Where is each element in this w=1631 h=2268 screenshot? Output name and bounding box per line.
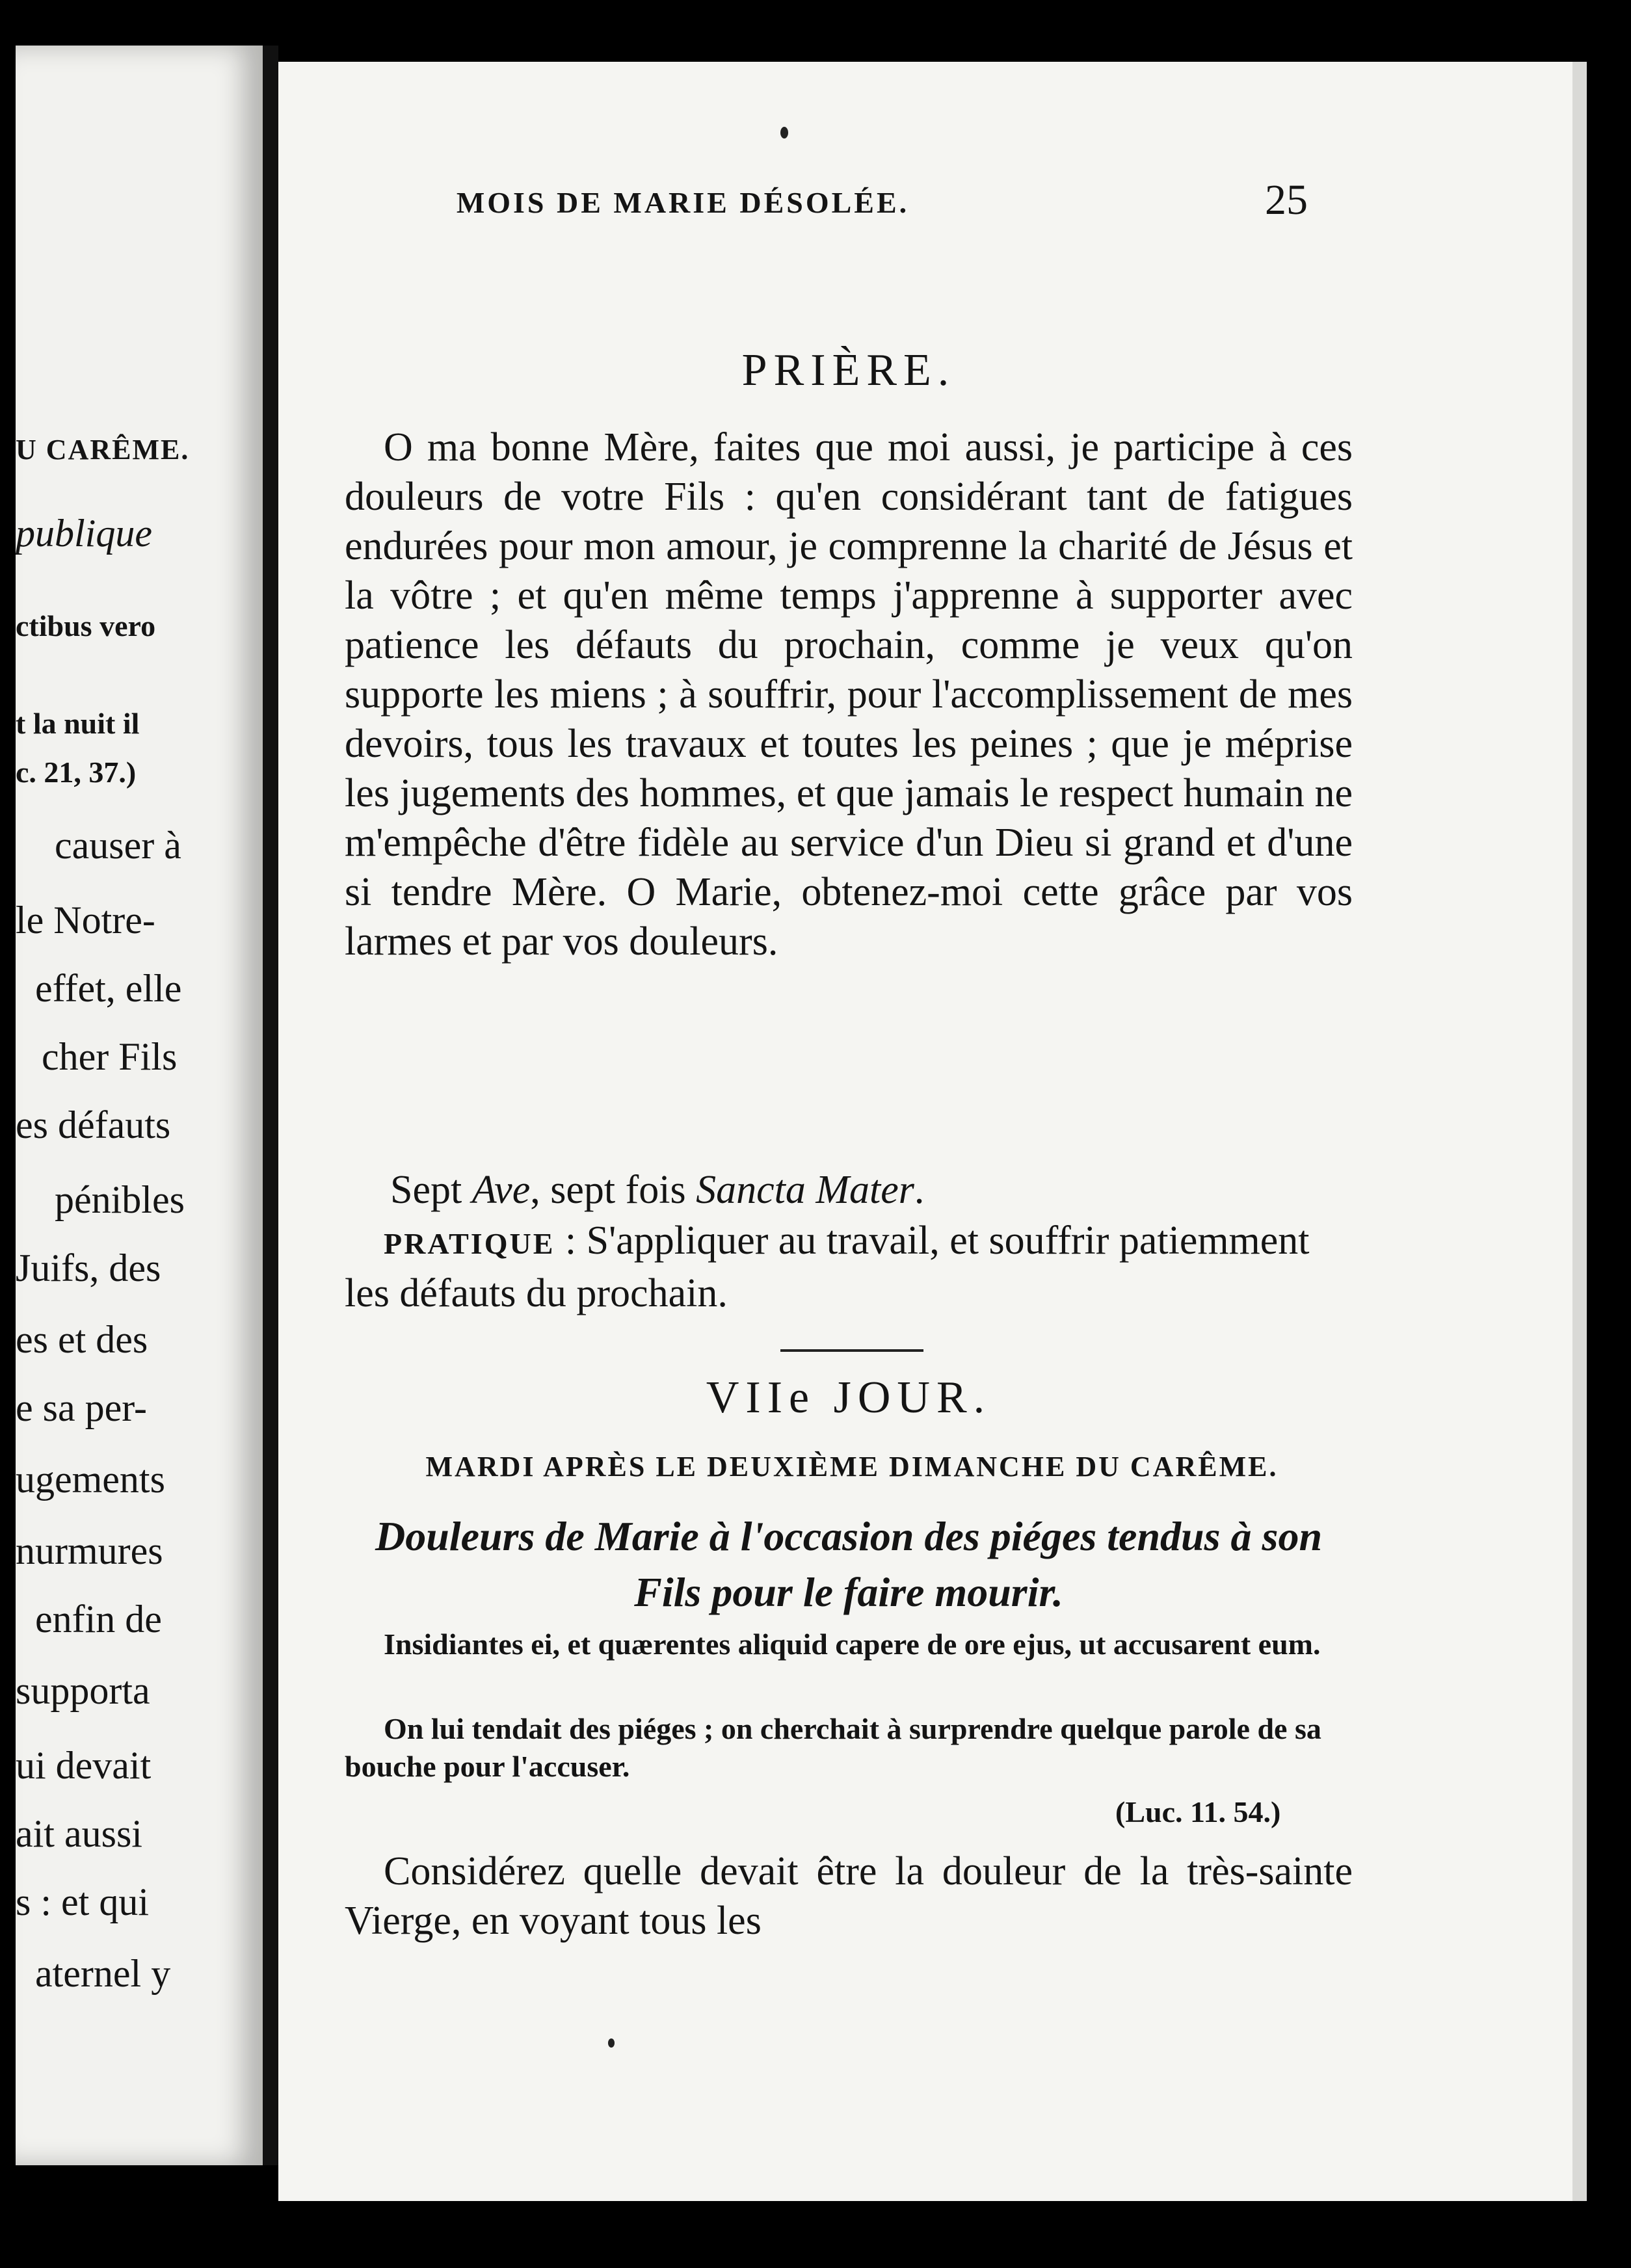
facing-page-left [16,46,263,2165]
meditation-text [345,1847,1353,1945]
jour-heading: VIIe JOUR. [706,1373,992,1423]
facing-page-line: Juifs, des [16,1246,161,1289]
french-epigraph [345,1710,1353,1786]
prayer-text [345,423,1353,966]
facing-page-line: pénibles [55,1178,185,1221]
facing-page-line: es défauts [16,1103,171,1146]
prayer-paragraph: O ma bonne Mère, faites que moi aussi, je participe à ces douleurs de votre Fils : qu'en considérant tant de fatigues endurées pour mon amour, je comprenne la charité de Jésus et la vôtre ; et qu'en même temps j'apprenne à supporter avec patience les défauts du prochain, comme je veux qu'on supporte les miens ; à souffrir, pour l'accomplissement de mes devoirs, tous les travaux et toutes les peines ; que je méprise les jugements des hommes, et que jamais le respect humain ne m'empêche d'être fidèle au service d'un Dieu si grand et d'une si tendre Mère. O Marie, obtenez-moi cette grâce par vos larmes et par vos douleurs. [345,425,1353,964]
facing-page-line: c. 21, 37.) [16,756,137,789]
facing-page-line: nurmures [16,1529,163,1572]
ave-line [390,1167,924,1213]
facing-page-line: ugements [16,1458,165,1501]
facing-page-line: U CARÊME. [16,434,190,466]
ink-speck [780,127,788,138]
facing-page-line: enfin de [35,1598,162,1641]
ink-speck [608,2038,615,2048]
jour-subtitle: MARDI APRÈS LE DEUXIÈME DIMANCHE DU CARÊME. [425,1451,1279,1483]
facing-page-line: aternel y [35,1952,171,1995]
facing-page-line: s : et qui [16,1880,149,1923]
latin-epigraph [345,1626,1353,1663]
ave-word: Ave [471,1168,531,1212]
pratique-text: : S'appliquer au travail, et souffrir patiemment les défauts du prochain. [345,1219,1310,1315]
priere-heading: PRIÈRE. [741,345,956,395]
book-gutter [263,46,278,2165]
ave-middle: , sept fois [530,1168,696,1212]
facing-page-line: causer à [55,824,181,867]
pratique-block [345,1216,1353,1318]
facing-page-line: t la nuit il [16,707,140,740]
section-divider [780,1349,923,1352]
facing-page-line: cher Fils [42,1035,178,1078]
page-edge [1572,62,1587,2201]
ave-latin: Sancta Mater [696,1168,914,1212]
facing-page-line: ait aussi [16,1812,142,1855]
scripture-reference: (Luc. 11. 54.) [1115,1795,1281,1828]
facing-page-line: es et des [16,1318,148,1361]
facing-page-line: e sa per- [16,1386,148,1429]
facing-page-line: supporta [16,1669,150,1712]
meditation-paragraph: Considérez quelle devait être la douleur de la très-sainte Vierge, en voyant tous les [345,1849,1353,1943]
facing-page-line: le Notre- [16,899,155,942]
jour-title-text: Douleurs de Marie à l'occasion des piéges tendus à son Fils pour le faire mourir. [375,1513,1323,1615]
facing-page-line: ui devait [16,1744,152,1787]
facing-page-line: publique [16,512,152,555]
page-number: 25 [1265,176,1308,224]
french-quote: On lui tendait des piéges ; on cherchait à surprendre quelque parole de sa bouche pour l'accuser. [345,1712,1321,1783]
jour-title [345,1509,1353,1620]
running-title: MOIS DE MARIE DÉSOLÉE. [456,186,910,219]
pratique-label: PRATIQUE [384,1227,555,1260]
latin-quote: Insidiantes ei, et quærentes aliquid capere de ore ejus, ut accusarent eum. [384,1628,1321,1661]
ave-suffix: . [914,1168,925,1212]
ave-prefix: Sept [390,1168,472,1212]
facing-page-line: effet, elle [35,967,182,1010]
facing-page-line: ctibus vero [16,609,156,642]
